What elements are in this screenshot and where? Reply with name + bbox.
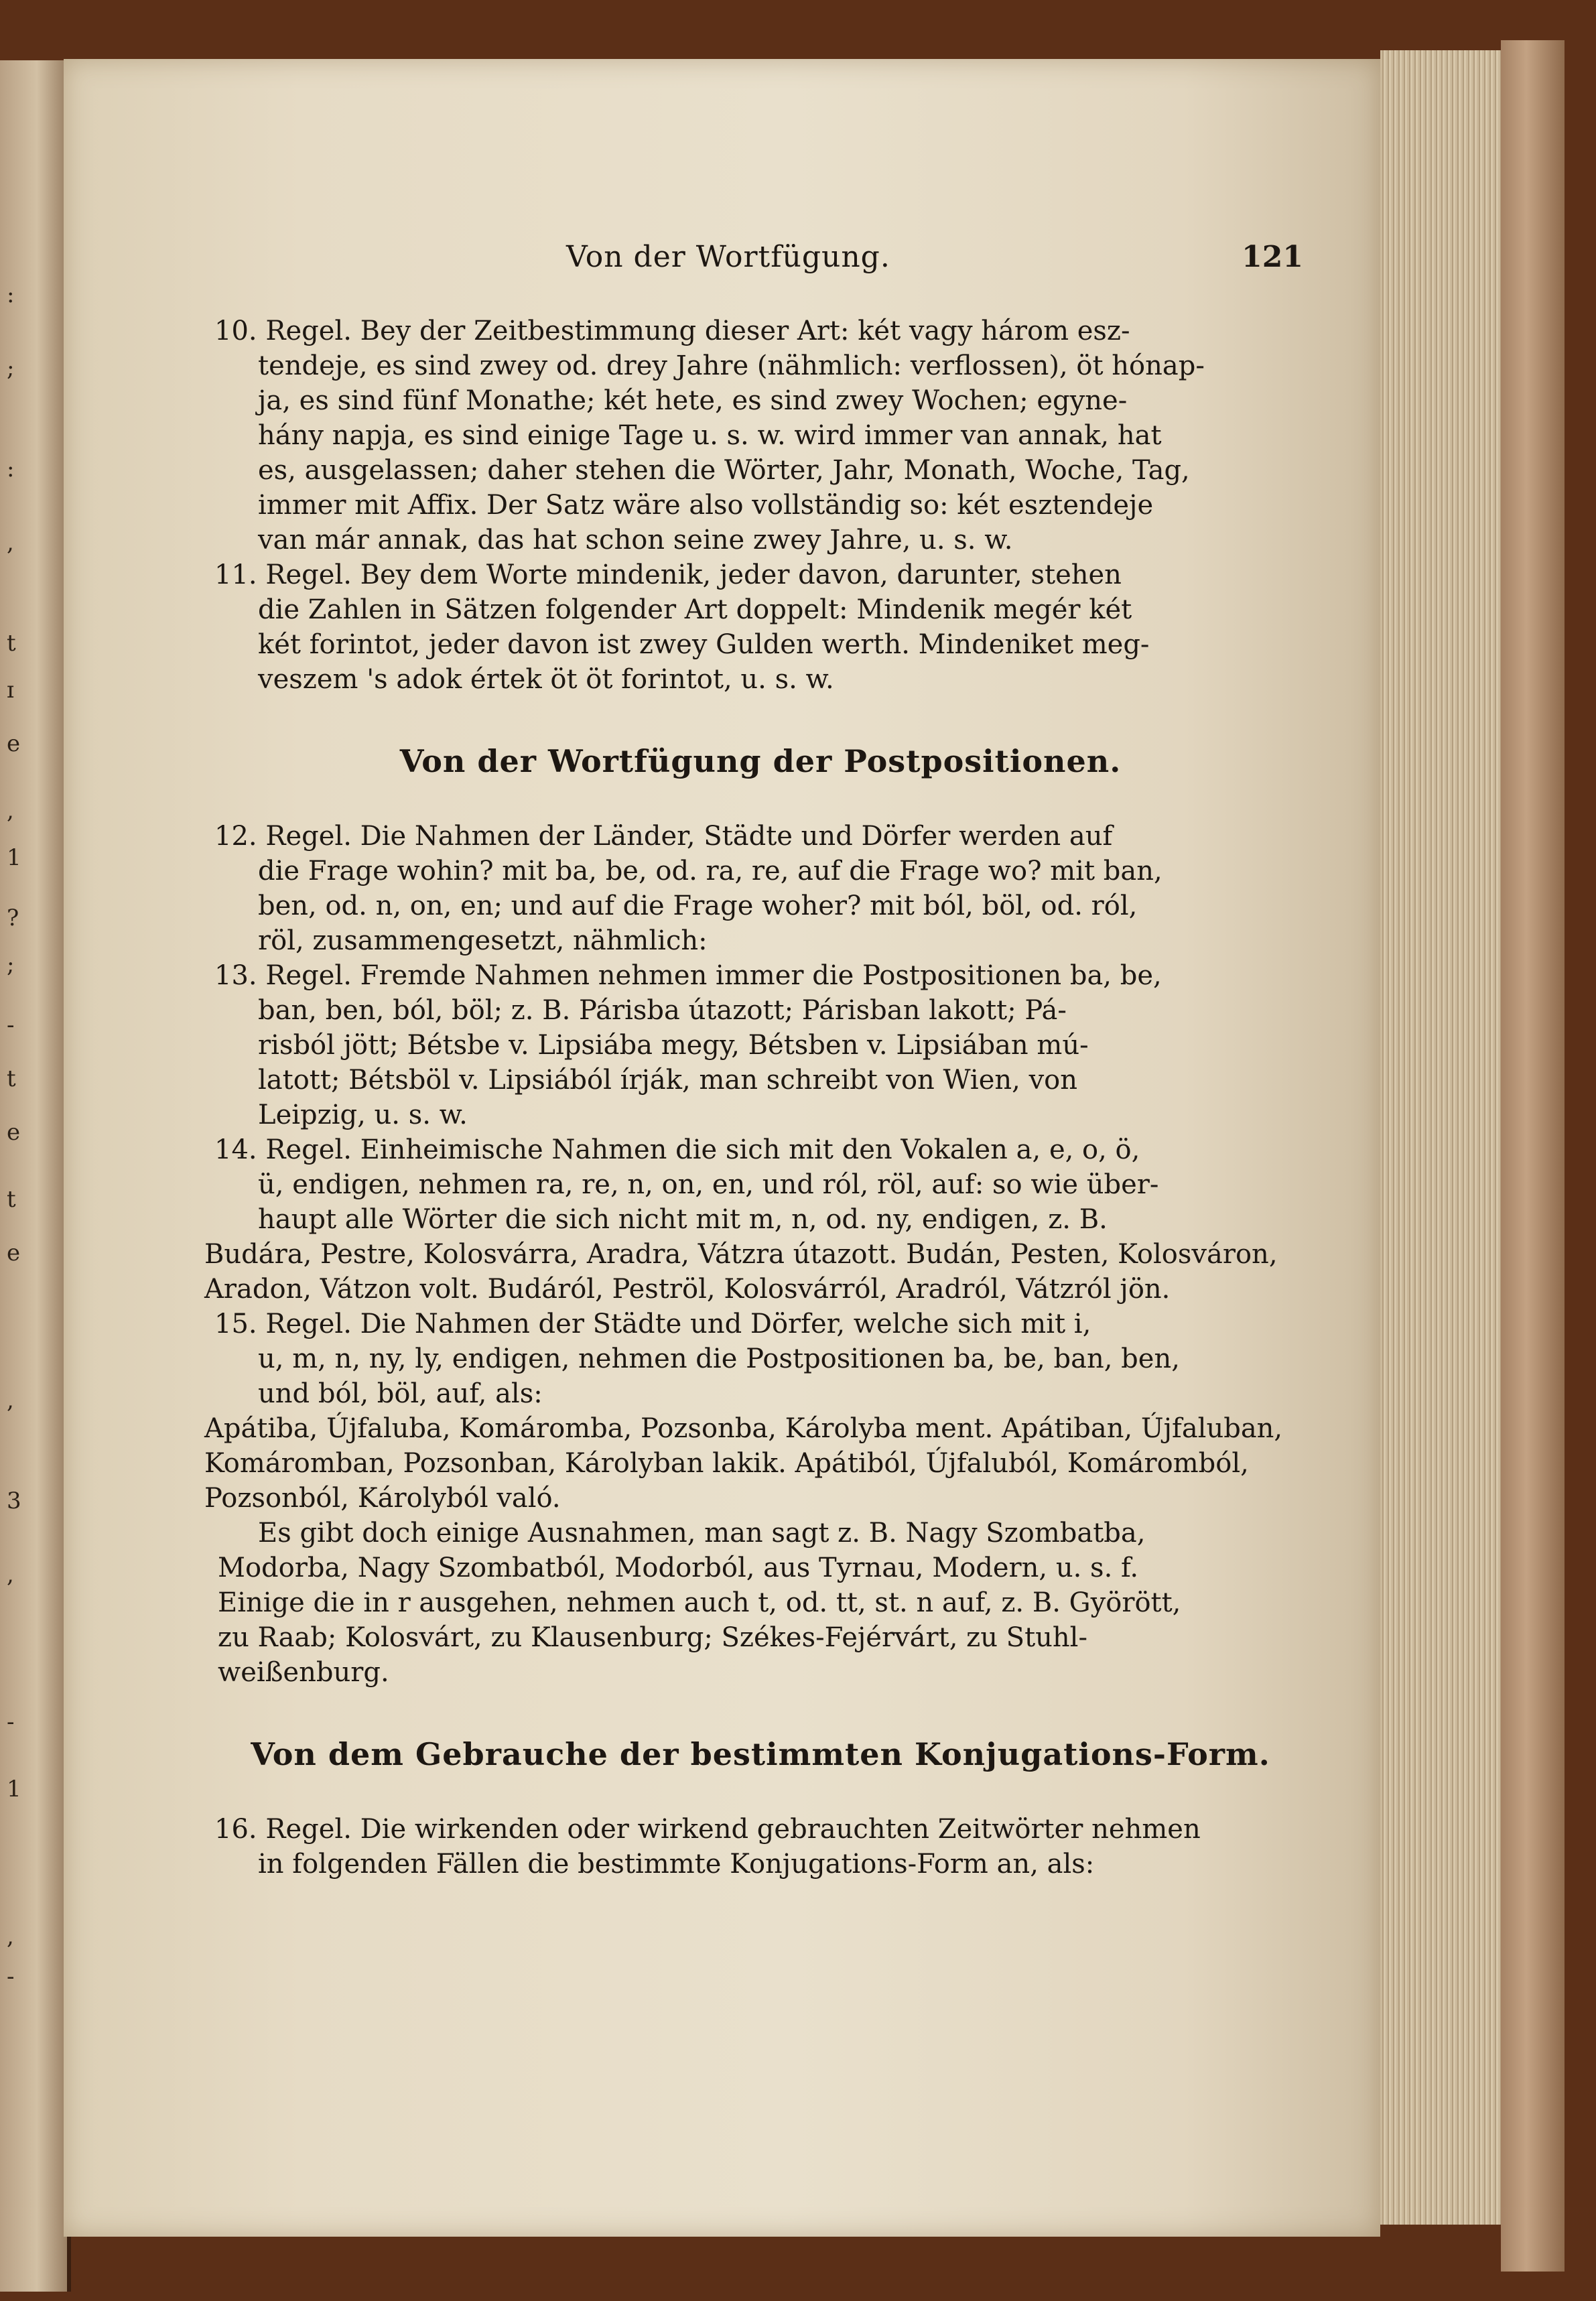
margin-fragment: ? — [7, 905, 19, 931]
text-line: 11. Regel. Bey dem Worte mindenik, jeder davon, darunter, stehen — [214, 560, 1122, 590]
text-line: Es gibt doch einige Ausnahmen, man sagt z. B. Nagy Szombatba, — [258, 1518, 1146, 1549]
text-line: Modorba, Nagy Szombatból, Modorból, aus Tyrnau, Modern, u. s. f. — [218, 1553, 1139, 1583]
text-line: 10. Regel. Bey der Zeitbestimmung dieser Art: két vagy három esz- — [214, 316, 1130, 346]
rule-15 — [214, 1307, 1303, 1411]
text-line: Leipzig, u. s. w. — [258, 1100, 468, 1130]
text-line: risból jött; Bétsbe v. Lipsiába megy, Bétsben v. Lipsiában mú- — [258, 1030, 1089, 1061]
text-line: röl, zusammengesetzt, nähmlich: — [258, 925, 708, 956]
text-line: tendeje, es sind zwey od. drey Jahre (nähmlich: verflossen), öt hónap- — [258, 350, 1205, 381]
text-line: veszem 's adok értek öt öt forintot, u. s. w. — [258, 664, 834, 695]
book-cover-edge — [1501, 40, 1565, 2272]
text-line: es, ausgelassen; daher stehen die Wörter, Jahr, Monath, Woche, Tag, — [258, 455, 1190, 486]
text-line: latott; Bétsböl v. Lipsiából írják, man schreibt von Wien, von — [258, 1065, 1078, 1096]
margin-fragment: 1 — [7, 844, 21, 871]
margin-fragment: e — [7, 730, 21, 757]
example-line: Apátiból, Újfaluból, Komáromból, Pozsonból, Károlyból való. — [204, 1448, 1249, 1514]
text-line: hány napja, es sind einige Tage u. s. w. wird immer van annak, hat — [258, 420, 1162, 451]
text-line: haupt alle Wörter die sich nicht mit m, n, od. ny, endigen, z. B. — [258, 1204, 1108, 1235]
example-line: Budán, Pesten, Kolosváron, Aradon, Vátzon volt. — [204, 1239, 1278, 1305]
margin-fragment: 1 — [7, 1776, 21, 1802]
page-body — [204, 314, 1303, 1882]
text-line: van már annak, das hat schon seine zwey Jahre, u. s. w. — [258, 525, 1013, 555]
margin-fragment: , — [7, 1923, 14, 1950]
text-line: Einige die in r ausgehen, nehmen auch t, od. tt, st. n auf, z. B. Györött, — [218, 1587, 1181, 1618]
margin-fragment: - — [7, 1012, 15, 1039]
text-line: ja, es sind fünf Monathe; két hete, es sind zwey Wochen; egyne- — [258, 385, 1128, 416]
section-heading: Von dem Gebrauche der bestimmten Konjugations-Form. — [251, 1736, 1270, 1772]
margin-fragment: t — [7, 1065, 16, 1092]
text-line: die Frage wohin? mit ba, be, od. ra, re, auf die Frage wo? mit ban, — [258, 856, 1162, 886]
left-page-edge — [0, 60, 71, 2292]
margin-fragment: ; — [7, 355, 15, 382]
margin-fragment: ; — [7, 951, 15, 978]
margin-fragment: , — [7, 1387, 14, 1414]
page-number: 121 — [1242, 240, 1303, 274]
text-line: ü, endigen, nehmen ra, re, n, on, en, und ról, röl, auf: so wie über- — [258, 1169, 1159, 1200]
example-block-1 — [204, 1237, 1303, 1307]
margin-fragment: : — [7, 281, 15, 308]
text-line: 12. Regel. Die Nahmen der Länder, Städte und Dörfer werden auf — [214, 821, 1113, 852]
margin-fragment: ɪ — [7, 677, 14, 704]
running-title: Von der Wortfügung. — [566, 240, 890, 274]
example-block-2 — [204, 1411, 1303, 1516]
example-line: Apátiba, Újfaluba, Komáromba, Pozsonba, Károlyba ment. — [204, 1413, 994, 1444]
page-block-edges — [1380, 50, 1508, 2225]
rule-14 — [214, 1132, 1303, 1237]
rule-12 — [214, 819, 1303, 958]
rule-16 — [214, 1812, 1303, 1882]
example-line: Budáról, Peströl, Kolosvárról, Aradról, Vátzról jön. — [487, 1274, 1171, 1305]
rule-10 — [214, 314, 1303, 557]
rule-13 — [214, 958, 1303, 1132]
text-line: ban, ben, ból, böl; z. B. Párisba útazott; Párisban lakott; Pá- — [258, 995, 1067, 1026]
section-heading: Von der Wortfügung der Postpositionen. — [399, 743, 1122, 779]
text-line: 13. Regel. Fremde Nahmen nehmen immer die Postpositionen ba, be, — [214, 960, 1162, 991]
margin-fragment: t — [7, 630, 16, 657]
text-line: weißenburg. — [218, 1657, 389, 1688]
text-line: in folgenden Fällen die bestimmte Konjugations-Form an, als: — [258, 1849, 1095, 1880]
margin-fragment: - — [7, 1963, 15, 1990]
margin-fragment: , — [7, 797, 14, 824]
margin-fragment: 3 — [7, 1488, 21, 1514]
margin-fragment: : — [7, 456, 15, 482]
margin-fragment: e — [7, 1240, 21, 1266]
margin-fragment: - — [7, 1709, 15, 1735]
text-line: 16. Regel. Die wirkenden oder wirkend gebrauchten Zeitwörter nehmen — [214, 1814, 1201, 1845]
text-line: két forintot, jeder davon ist zwey Gulden werth. Mindeniket meg- — [258, 629, 1150, 660]
text-line: u, m, n, ny, ly, endigen, nehmen die Postpositionen ba, be, ban, ben, — [258, 1343, 1180, 1374]
example-line: Budára, Pestre, Kolosvárra, Aradra, Vátzra útazott. — [204, 1239, 898, 1270]
text-line: die Zahlen in Sätzen folgender Art doppelt: Mindenik megér két — [258, 594, 1132, 625]
text-line: und ból, böl, auf, als: — [258, 1378, 543, 1409]
exceptions-paragraph — [218, 1516, 1303, 1690]
text-line: 15. Regel. Die Nahmen der Städte und Dörfer, welche sich mit i, — [214, 1309, 1091, 1339]
text-line: immer mit Affix. Der Satz wäre also vollständig so: két esztendeje — [258, 490, 1154, 521]
rule-11 — [214, 557, 1303, 697]
text-line: ben, od. n, on, en; und auf die Frage woher? mit ból, böl, od. ról, — [258, 891, 1138, 921]
text-line: zu Raab; Kolosvárt, zu Klausenburg; Székes-Fejérvárt, zu Stuhl- — [218, 1622, 1087, 1653]
margin-fragment: t — [7, 1186, 16, 1213]
margin-fragment: , — [7, 1561, 14, 1588]
book-page — [64, 59, 1380, 2237]
example-line: Apátiban, Újfaluban, Komáromban, Pozsonban, Károlyban lakik. — [204, 1413, 1283, 1479]
text-line: 14. Regel. Einheimische Nahmen die sich mit den Vokalen a, e, o, ö, — [214, 1134, 1140, 1165]
margin-fragment: e — [7, 1119, 21, 1146]
margin-fragment: , — [7, 529, 14, 556]
